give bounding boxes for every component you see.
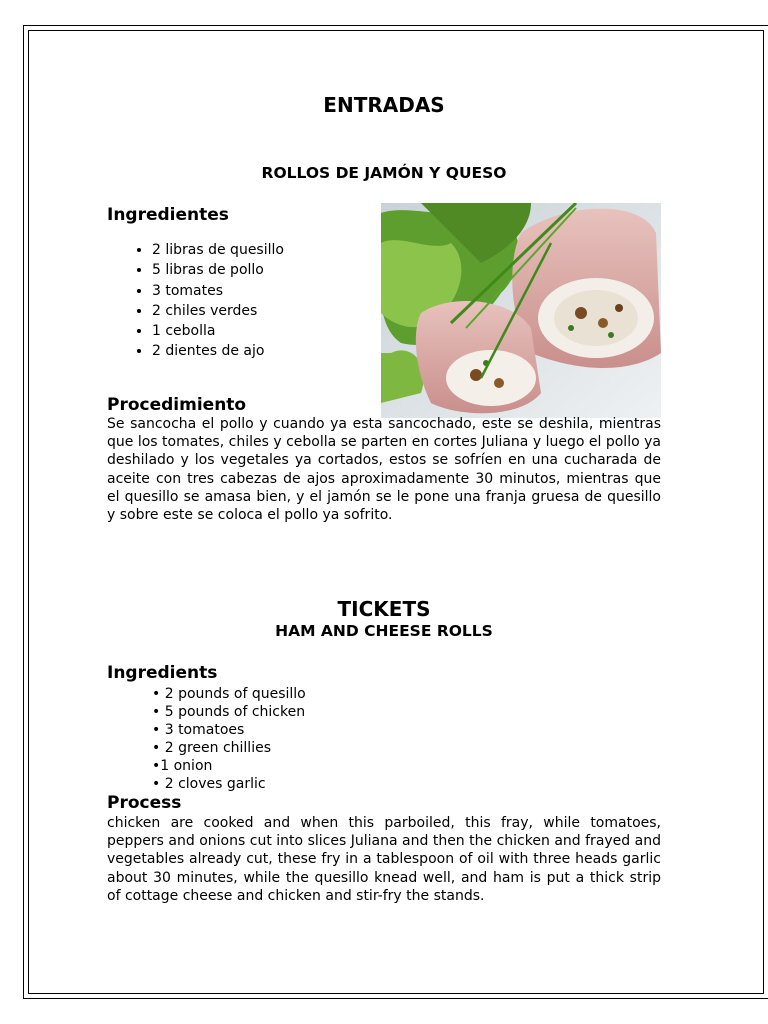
ingredients-heading-en: Ingredients xyxy=(107,663,218,683)
ham-cheese-rolls-photo xyxy=(381,203,661,418)
list-item: • 5 pounds of chicken xyxy=(152,704,306,720)
list-item: • 5 libras de pollo xyxy=(152,260,284,280)
list-item: • 3 tomates xyxy=(152,281,284,301)
procedure-heading-es: Procedimiento xyxy=(107,395,247,415)
list-item: • 2 green chillies xyxy=(152,740,271,756)
list-item: • 2 chiles verdes xyxy=(152,301,284,321)
list-item: • 2 dientes de ajo xyxy=(152,341,284,361)
list-item: • 3 tomatoes xyxy=(152,722,245,738)
ingredients-heading-es: Ingredientes xyxy=(107,205,229,225)
procedure-text-es: Se sancocha el pollo y cuando ya esta sancochado, este se deshila, mientras que los tomates, chiles y cebolla se parten en cortes Juliana y luego el pollo ya deshilado y los vegetales ya cortados, estos se sofríen en una cucharada de aceite con tres cabezas de ajos aproximadamente 30 minutos, mientras que el quesillo se amasa bien, y el jamón se le pone una franja gruesa de quesillo y sobre este se coloca el pollo ya sofrito. xyxy=(107,416,661,524)
process-heading-en: Process xyxy=(107,793,182,813)
list-item: • 2 cloves garlic xyxy=(152,776,266,792)
section-title-en: TICKETS xyxy=(337,597,431,621)
ingredients-list-en xyxy=(152,685,306,793)
recipe-title-en: HAM AND CHEESE ROLLS xyxy=(275,622,493,640)
list-item: • 1 cebolla xyxy=(152,321,284,341)
recipe-title-es: ROLLOS DE JAMÓN Y QUESO xyxy=(261,164,507,182)
section-title-es: ENTRADAS xyxy=(323,93,445,117)
list-item: • 2 pounds of quesillo xyxy=(152,686,306,702)
ingredients-list-es xyxy=(107,240,284,362)
list-item: • 2 libras de quesillo xyxy=(152,240,284,260)
process-text-en: chicken are cooked and when this parboiled, this fray, while tomatoes, peppers and onions cut into slices Juliana and then the chicken and frayed and vegetables already cut, these fry in a tablespoon of oil with three heads garlic about 30 minutes, while the quesillo knead well, and ham is put a thick strip of cottage cheese and chicken and stir-fry the stands. xyxy=(107,815,661,904)
list-item: •1 onion xyxy=(152,758,213,774)
